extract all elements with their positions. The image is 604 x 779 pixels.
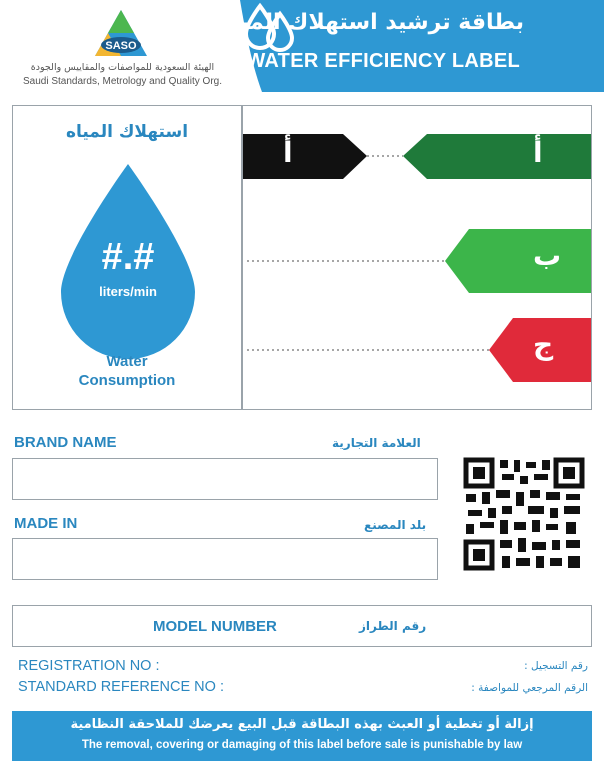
water-drops-icon — [240, 0, 298, 56]
made-in-label-ar: بلد المصنع — [364, 518, 427, 532]
consumption-value: #.# — [101, 236, 155, 278]
model-number-label-en: MODEL NUMBER — [153, 618, 277, 635]
grade-b-arrow — [445, 229, 591, 293]
standard-reference-label-ar: الرقم المرجعي للمواصفة : — [471, 682, 588, 694]
model-number-label-ar: رقم الطراز — [359, 619, 427, 633]
brand-name-field[interactable] — [12, 458, 438, 500]
main-panel — [12, 105, 592, 410]
qr-code-icon — [462, 456, 586, 572]
current-grade-letter: أ — [283, 136, 293, 169]
consumption-title-en-line1: Water — [106, 353, 148, 370]
rating-scale — [243, 106, 591, 406]
saso-logo — [10, 8, 235, 92]
org-name-en: Saudi Standards, Metrology and Quality Org. — [23, 76, 222, 87]
label-title-ar: بطاقة ترشيد استهلاك المياه — [219, 10, 524, 35]
grade-a-letter: أ — [533, 136, 543, 169]
made-in-label-en: MADE IN — [14, 515, 78, 532]
brand-name-label-ar: العلامة التجارية — [332, 436, 421, 450]
label-title-en: WATER EFFICIENCY LABEL — [246, 50, 520, 72]
standard-reference-label-en: STANDARD REFERENCE NO : — [18, 679, 224, 695]
logo-text: SASO — [105, 40, 137, 52]
current-grade-pointer — [243, 134, 367, 179]
header-band — [219, 0, 604, 92]
consumption-unit: liters/min — [99, 284, 157, 299]
consumption-title-en — [13, 352, 241, 390]
registration-no-label-en: REGISTRATION NO : — [18, 658, 160, 674]
grade-b-letter: ب — [533, 239, 562, 272]
model-number-field[interactable] — [12, 605, 592, 647]
consumption-title-en-line2: Consumption — [78, 372, 176, 389]
registration-no-label-ar: رقم التسجيل : — [524, 660, 588, 672]
consumption-title-ar: استهلاك المياه — [65, 122, 189, 142]
org-name-ar: الهيئة السعودية للمواصفات والمقاييس والجودة — [30, 62, 215, 73]
brand-name-label-en: BRAND NAME — [14, 434, 117, 451]
warning-footer — [12, 711, 592, 761]
made-in-field[interactable] — [12, 538, 438, 580]
warning-text-en: The removal, covering or damaging of this label before sale is punishable by law — [81, 739, 523, 751]
grade-a-arrow — [403, 134, 591, 179]
warning-text-ar: إزالة أو تغطية أو العبث بهذه البطاقة قبل البيع يعرضك للملاحقة النظامية — [70, 717, 534, 732]
saso-logo-icon — [92, 8, 150, 60]
grade-c-letter: ج — [533, 328, 554, 361]
